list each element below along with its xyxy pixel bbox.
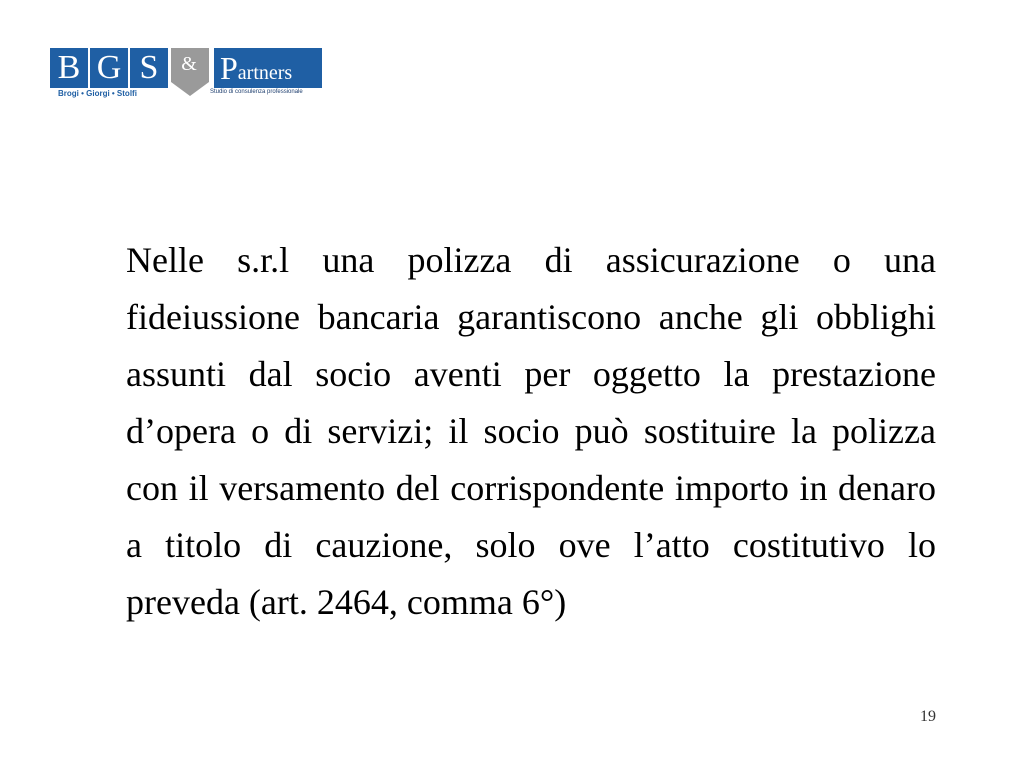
logo-letter-s: S [130,48,168,88]
slide-body-text: Nelle s.r.l una polizza di assicurazione o una fideiussione bancaria garantiscono anche gli obblighi assunti dal socio aventi per oggetto la prestazione d’opera o di servizi; il socio può sostituire la polizza con il versamento del corrispondente importo in denaro a titolo di cauzione, solo ove l’atto costitutivo lo preveda (art. 2464, comma 6°) [126,240,936,622]
logo-partners-rest: artners [237,62,293,84]
logo-ampersand: & [181,53,197,75]
logo-letter-g: G [90,48,128,88]
page-number: 19 [920,708,936,725]
logo-tagline-studio: Studio di consulenza professionale [210,89,303,95]
bgs-partners-logo [50,48,322,100]
logo-partners [214,48,322,88]
logo-partners-initial: P [220,50,238,86]
logo-tagline-names: Brogi • Giorgi • Stolfi [58,89,137,98]
logo-letter-b: B [50,48,88,88]
